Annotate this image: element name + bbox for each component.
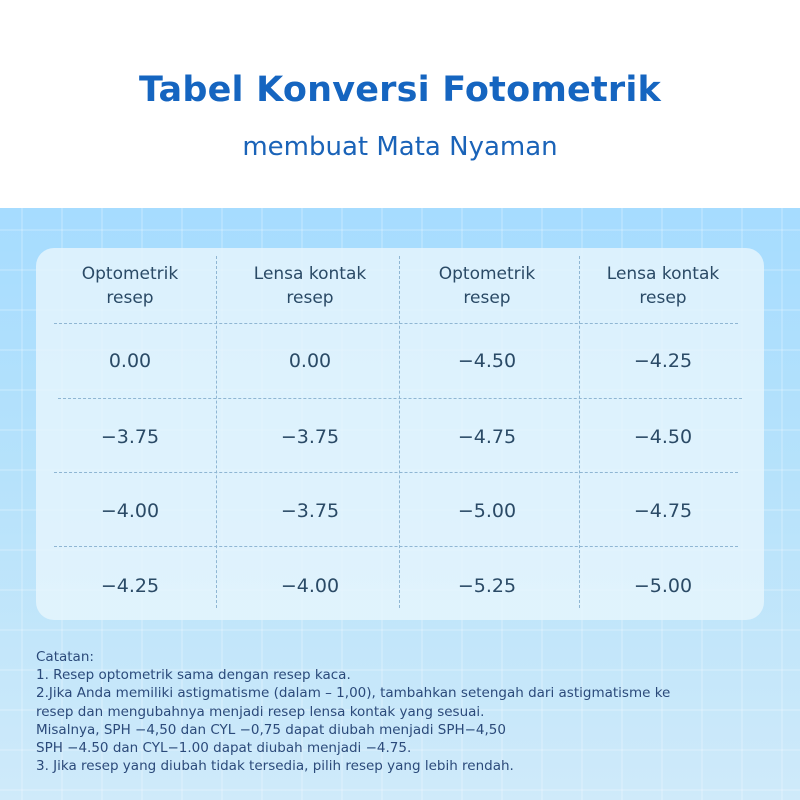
table-cell: −4.25: [633, 350, 693, 372]
conversion-table: [36, 248, 764, 620]
column-header: Optometrik resep: [438, 264, 536, 308]
note-line: 3. Jika resep yang diubah tidak tersedia, pilih resep yang lebih rendah.: [36, 758, 514, 775]
table-cell: −4.75: [633, 500, 693, 522]
table-cell: −5.25: [457, 575, 517, 597]
table-cell: −4.25: [100, 575, 160, 597]
column-header: Lensa kontak resep: [606, 264, 720, 308]
note-line: SPH −4.50 dan CYL−1.00 dapat diubah menjadi −4.75.: [36, 740, 412, 757]
notes-section: [36, 648, 776, 775]
row-divider: [54, 472, 738, 473]
table-cell: −4.75: [457, 426, 517, 448]
table-cell: −4.00: [280, 575, 340, 597]
row-divider: [58, 398, 742, 399]
table-cell: −4.00: [100, 500, 160, 522]
table-cell: −5.00: [633, 575, 693, 597]
table-cell: −3.75: [280, 426, 340, 448]
table-cell: −3.75: [100, 426, 160, 448]
table-cell: −5.00: [457, 500, 517, 522]
column-divider: [399, 256, 400, 608]
row-divider: [54, 323, 738, 324]
table-cell: −4.50: [633, 426, 693, 448]
column-divider: [216, 256, 217, 608]
table-cell: −4.50: [457, 350, 517, 372]
note-line: Misalnya, SPH −4,50 dan CYL −0,75 dapat diubah menjadi SPH−4,50: [36, 721, 506, 738]
table-cell: 0.00: [288, 350, 332, 372]
notes-heading: Catatan:: [36, 649, 94, 665]
column-header: Optometrik resep: [81, 264, 179, 308]
content-panel: [0, 208, 800, 800]
row-divider: [54, 546, 738, 547]
table-cell: 0.00: [108, 350, 152, 372]
table-cell: −3.75: [280, 500, 340, 522]
page-title: Tabel Konversi Fotometrik: [138, 70, 662, 110]
page-subtitle: membuat Mata Nyaman: [242, 132, 558, 162]
note-line: 2.Jika Anda memiliki astigmatisme (dalam – 1,00), tambahkan setengah dari astigmatisme ke: [36, 685, 671, 702]
column-header: Lensa kontak resep: [253, 264, 367, 308]
note-line: resep dan mengubahnya menjadi resep lensa kontak yang sesuai.: [36, 703, 485, 720]
note-line: 1. Resep optometrik sama dengan resep kaca.: [36, 667, 351, 684]
